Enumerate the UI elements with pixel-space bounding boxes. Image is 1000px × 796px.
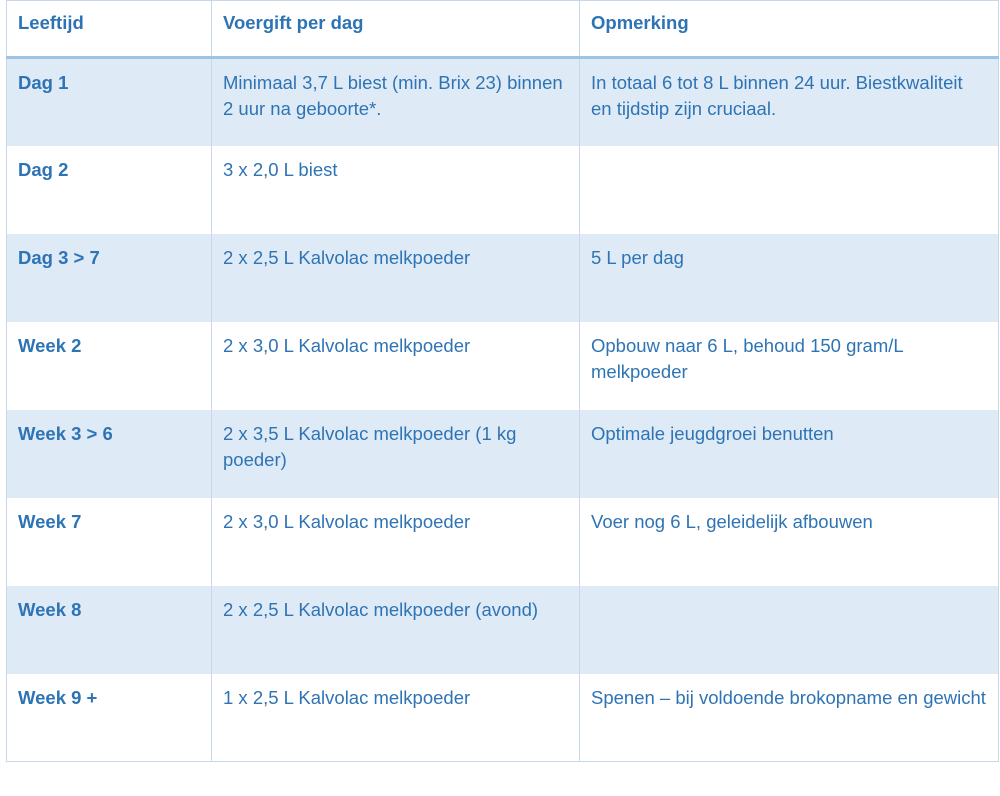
cell-note [580,586,999,674]
table-row [7,234,999,322]
cell-age: Dag 2 [7,146,212,234]
cell-feed: 2 x 3,5 L Kalvolac melkpoeder (1 kg poeder) [212,410,580,498]
table-row [7,586,999,674]
cell-feed: 3 x 2,0 L biest [212,146,580,234]
cell-feed: Minimaal 3,7 L biest (min. Brix 23) binnen 2 uur na geboorte*. [212,58,580,146]
cell-age: Week 9 + [7,674,212,762]
cell-note: Voer nog 6 L, geleidelijk afbouwen [580,498,999,586]
cell-feed: 2 x 2,5 L Kalvolac melkpoeder (avond) [212,586,580,674]
cell-feed: 2 x 2,5 L Kalvolac melkpoeder [212,234,580,322]
cell-note: In totaal 6 tot 8 L binnen 24 uur. Biestkwaliteit en tijdstip zijn cruciaal. [580,58,999,146]
table-row [7,498,999,586]
cell-age: Week 8 [7,586,212,674]
cell-note: Spenen – bij voldoende brokopname en gewicht [580,674,999,762]
cell-feed: 2 x 3,0 L Kalvolac melkpoeder [212,498,580,586]
header-leeftijd: Leeftijd [7,1,212,58]
cell-feed: 2 x 3,0 L Kalvolac melkpoeder [212,322,580,410]
cell-note: Optimale jeugdgroei benutten [580,410,999,498]
feeding-schedule-table [6,0,999,762]
cell-note: 5 L per dag [580,234,999,322]
table-row [7,410,999,498]
table-row [7,674,999,762]
cell-note [580,146,999,234]
cell-age: Week 2 [7,322,212,410]
header-row [7,1,999,58]
cell-age: Dag 3 > 7 [7,234,212,322]
header-voergift: Voergift per dag [212,1,580,58]
cell-age: Week 7 [7,498,212,586]
cell-age: Week 3 > 6 [7,410,212,498]
cell-note: Opbouw naar 6 L, behoud 150 gram/L melkpoeder [580,322,999,410]
header-opmerking: Opmerking [580,1,999,58]
cell-feed: 1 x 2,5 L Kalvolac melkpoeder [212,674,580,762]
table-row [7,322,999,410]
table-row [7,146,999,234]
table-row [7,58,999,146]
cell-age: Dag 1 [7,58,212,146]
